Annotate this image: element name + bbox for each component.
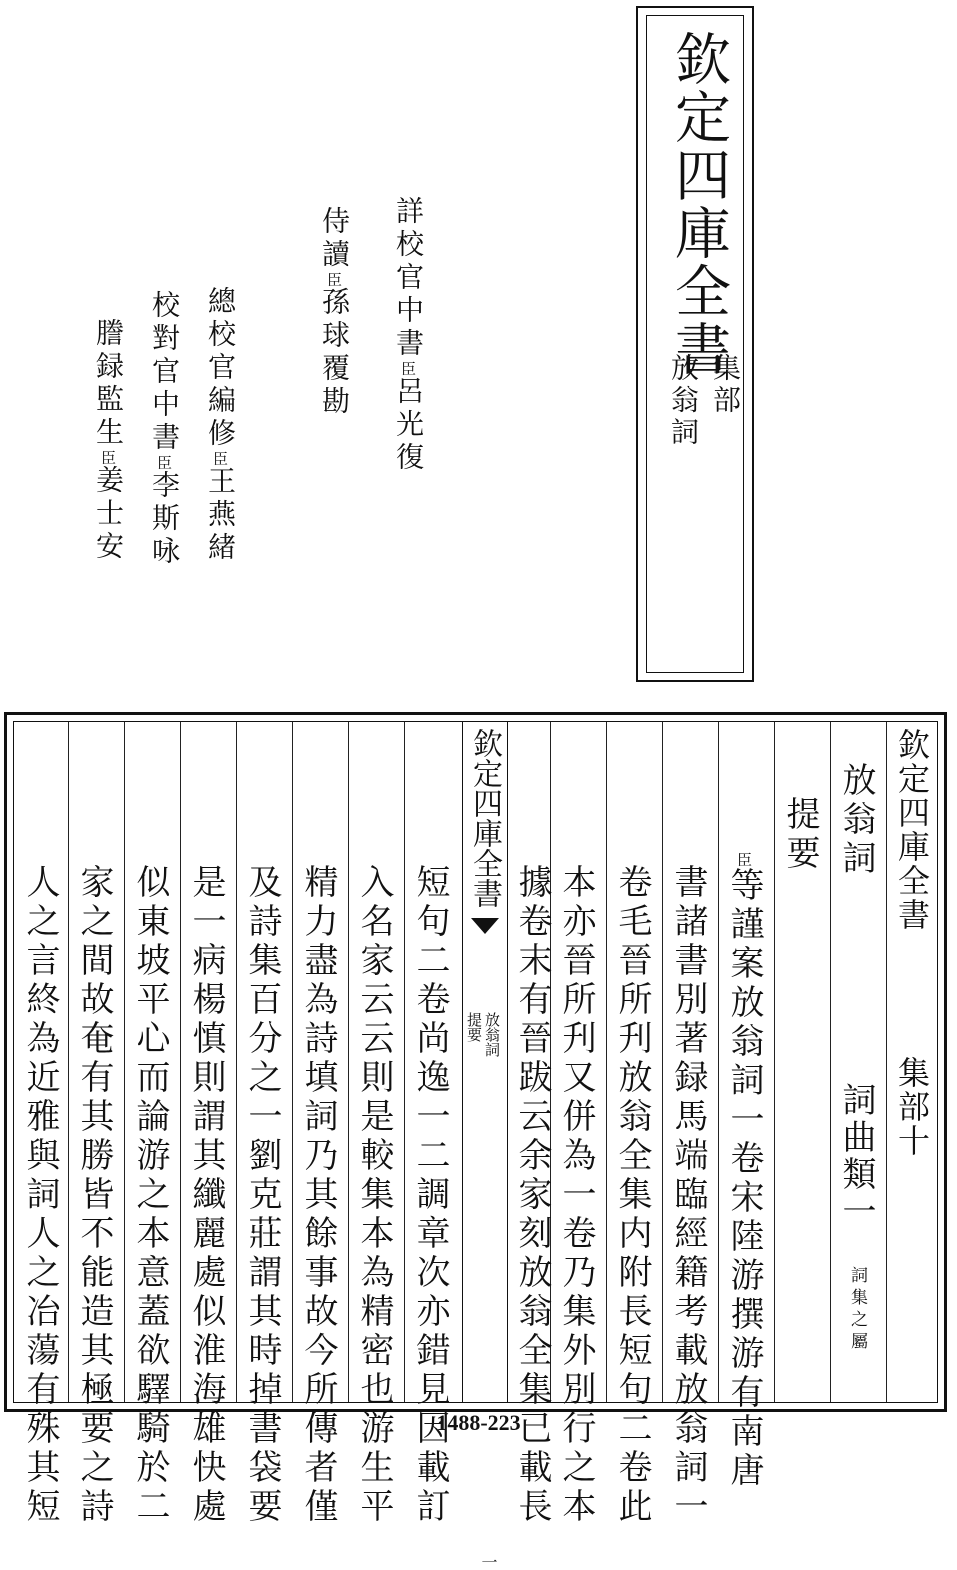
credit-office: 詳校官中書 [392,196,425,361]
credit-office: 校對官中書 [148,290,181,455]
column-rule [180,722,181,1402]
text-column: 家之間故奄有其勝皆不能造其極要之詩 [74,864,114,1527]
credit-chen: 臣 [211,451,229,466]
title-slip [636,6,754,682]
column-rule [404,722,405,1402]
title-slip-book-title: 欽定四庫全書 [666,30,731,378]
credit-office: 侍讀 [318,206,351,272]
column-rule [886,722,887,1402]
credit-person: 呂光復 [392,376,425,475]
column-rule [830,722,831,1402]
column-rule [662,722,663,1402]
credit-person: 王燕緒 [204,466,237,565]
text-column: 卷毛晉所刋放翁全集内附長短句二卷此 [612,864,652,1527]
work-title: 放翁詞 [836,762,876,879]
credit-line [148,290,180,569]
text-column-body: 等謹案放翁詞一卷宋陸游撰游有南唐 [724,867,764,1491]
credit-line [318,206,350,419]
credit-line [392,196,424,475]
column-rule [774,722,775,1402]
fishtail-mark-icon [471,918,499,934]
header-book-title: 欽定四庫全書 [893,728,931,932]
text-column: 似東坡平心而論游之本意蓋欲驛騎於二 [130,864,170,1527]
credit-person: 李斯咏 [148,470,181,569]
center-strip-title: 欽定四庫全書 [467,728,502,908]
header-division: 集部十 [893,1056,931,1158]
text-chen: 臣 [735,852,753,867]
credit-line [92,318,124,564]
text-column: 本亦晉所刋又併為一卷乃集外別行之本 [556,864,596,1527]
credit-chen: 臣 [99,450,117,465]
text-column: 是一病楊慎則謂其纖麗處似淮海雄快處 [186,864,226,1527]
credit-person: 孫球覆勘 [318,287,351,419]
center-strip-section: 提要 [465,1012,483,1042]
credit-chen: 臣 [399,361,417,376]
credit-office: 謄録監生 [92,318,125,450]
text-column: 據卷末有晉跋云余家刻放翁全集已載長 [512,864,552,1527]
credit-office: 總校官編修 [204,286,237,451]
center-strip-work: 放翁詞 [483,1012,501,1057]
category-note: 詞集之屬 [847,1266,867,1354]
title-slip-section: 集部 [709,353,742,417]
credit-chen: 臣 [155,455,173,470]
page-number: 1488-223 [436,1410,521,1435]
text-column: 及詩集百分之一劉克莊謂其時掉書袋要 [242,864,282,1527]
column-rule [68,722,69,1402]
category: 詞曲類一 [836,1082,876,1230]
text-column [722,852,766,1491]
column-rule [606,722,607,1402]
column-rule [124,722,125,1402]
text-column: 入名家云云則是較集本為精密也游生平 [354,864,394,1527]
text-column: 書諸書別著録馬端臨經籍考載放翁詞一 [668,864,708,1527]
credit-chen: 臣 [325,272,343,287]
text-column: 人之言終為近雅與詞人之冶蕩有殊其短 [20,864,60,1527]
center-strip-page: 一 [479,1554,498,1570]
text-column: 精力盡為詩填詞乃其餘事故今所傳者僅 [298,864,338,1527]
text-column: 短句二卷尚逸一二調章次亦錯見因載訂 [410,864,450,1527]
column-rule [292,722,293,1402]
title-slip-work: 放翁詞 [667,353,700,449]
column-rule [348,722,349,1402]
column-rule [236,722,237,1402]
column-rule [718,722,719,1402]
credit-person: 姜士安 [92,465,125,564]
credit-line [204,286,236,565]
summary-heading: 提要 [780,796,820,874]
